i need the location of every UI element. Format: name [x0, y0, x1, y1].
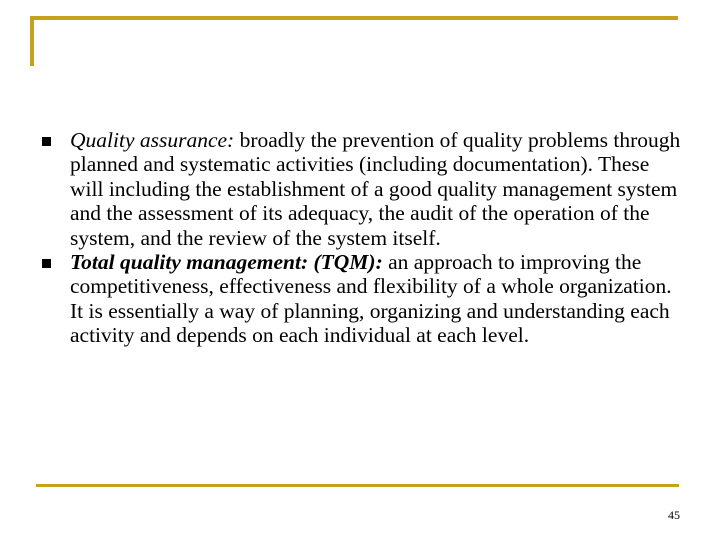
left-accent-rule	[30, 16, 34, 66]
square-bullet-icon	[42, 137, 51, 146]
bottom-accent-rule	[36, 484, 679, 487]
square-bullet-icon	[42, 259, 51, 268]
bullet-text: broadly the prevention of quality problems through planned and systematic activities (including documentation). These will including the establishment of a good quality management system and the assessment of its adequacy, the audit of the operation of the system, and the review of the system itself.	[70, 128, 681, 250]
top-accent-rule	[30, 16, 678, 20]
bullet-term: Total quality management: (TQM):	[70, 250, 383, 275]
page-number: 45	[668, 508, 680, 522]
bullet-term: Quality assurance:	[70, 128, 235, 152]
bullet-text: an approach to improving the competitiveness, effectiveness and flexibility of a whole organization. It is essentially a way of planning, organizing and understanding each activity and depends on each individual at each level.	[70, 250, 672, 348]
bullet-item-quality-assurance	[42, 128, 682, 250]
bullet-list	[42, 128, 682, 348]
bullet-item-tqm	[42, 250, 682, 348]
